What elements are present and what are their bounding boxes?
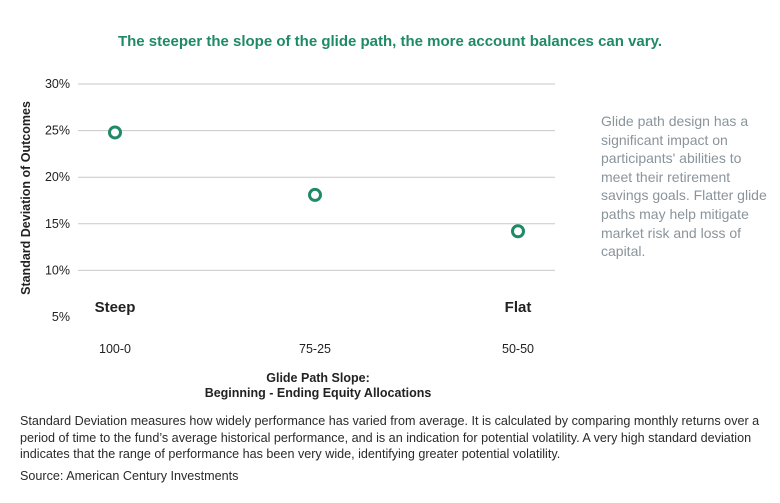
- x-tick-label: 50-50: [502, 342, 534, 356]
- annotation-flat: Flat: [504, 299, 532, 316]
- x-axis-title-line1: Glide Path Slope:: [266, 371, 370, 385]
- y-tick-label: 30%: [44, 77, 70, 91]
- chart-title: The steeper the slope of the glide path, the more account balances can vary.: [117, 33, 663, 50]
- source-note: Source: American Century Investments: [20, 469, 239, 483]
- y-tick-label: 25%: [44, 123, 70, 138]
- footnote: Standard Deviation measures how widely performance has varied from average. It is calculated by comparing monthly returns over a period of time to the fund’s average historical performance, and is an indication for potential volatility. A very high standard deviation indicates that the range of performance has been very wide, identifying greater potential volatility.: [20, 414, 760, 461]
- y-tick-label: 10%: [44, 263, 70, 278]
- y-tick-label: 5%: [51, 310, 70, 324]
- y-tick-label: 15%: [44, 216, 70, 231]
- side-note: Glide path design has a significant impact on participants' abilities to meet their retirement savings goals. Flatter glide paths may help mitigate market risk and loss of capital.: [601, 113, 767, 260]
- y-axis-title: Standard Deviation of Outcomes: [19, 101, 33, 295]
- x-tick-label: 75-25: [299, 342, 331, 356]
- annotation-steep: Steep: [94, 299, 136, 316]
- data-point: [513, 226, 524, 237]
- x-axis-title-line2: Beginning - Ending Equity Allocations: [204, 386, 432, 400]
- y-tick-label: 20%: [44, 170, 70, 185]
- data-point: [110, 127, 121, 138]
- data-point: [310, 189, 321, 200]
- x-tick-label: 100-0: [99, 342, 131, 356]
